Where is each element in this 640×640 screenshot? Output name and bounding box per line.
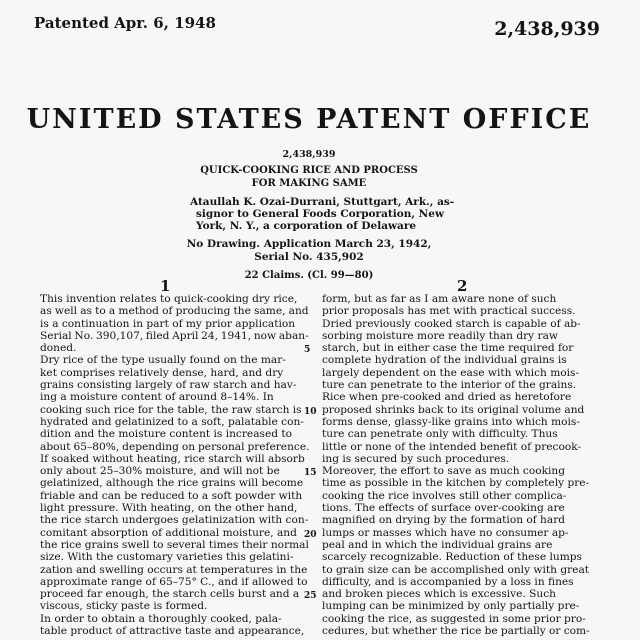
text-line: hydrated and gelatinized to a soft, palatable con- [40, 415, 304, 428]
text-line: doned. [40, 342, 77, 355]
application-line-2: Serial No. 435,902 [254, 251, 364, 263]
text-line: to grain size can be accomplished only with great [322, 563, 590, 576]
text-line: tions. The effects of surface over-cooking are [322, 502, 565, 515]
text-line: comitant absorption of additional moisture, and [40, 526, 297, 539]
text-line: ing is secured by such procedures. [322, 452, 510, 465]
text-line: ket comprises relatively dense, hard, and dry [40, 366, 284, 379]
text-line: Moreover, the effort to save as much cooking [322, 465, 565, 478]
text-line: In order to obtain a thoroughly cooked, pala- [40, 612, 282, 625]
text-line: magnified on drying by the formation of hard [322, 514, 566, 527]
text-line: forms dense, glassy-like grains into which mois- [322, 415, 580, 428]
inventor-line-1: Ataullah K. Ozai-Durrani, Stuttgart, Ark., as- [190, 196, 455, 208]
text-line: prior proposals has met with practical success. [322, 305, 576, 318]
inventor-line-2: signor to General Foods Corporation, New [196, 208, 444, 220]
text-line: cooking the rice involves still other complica- [322, 489, 567, 502]
patent-number: 2,438,939 [494, 18, 600, 40]
text-line: largely dependent on the ease with which mois- [322, 366, 580, 379]
line-number: 15 [304, 468, 317, 478]
text-line: proposed shrinks back to its original volume and [322, 403, 585, 416]
text-line: Serial No. 390,107, filed April 24, 1941, now aban- [40, 329, 309, 342]
text-line: sorbing moisture more readily than dry raw [322, 329, 558, 342]
patented-date: Patented Apr. 6, 1948 [34, 14, 216, 32]
right-column [322, 293, 590, 637]
text-line: ture can penetrate to the interior of the grains. [322, 379, 577, 392]
text-line: gelatinized, although the rice grains will become [40, 477, 304, 490]
text-line: the rice grains swell to several times their normal [40, 538, 309, 551]
text-line: ture can penetrate only with difficulty. Thus [322, 428, 558, 441]
text-line: viscous, sticky paste is formed. [40, 600, 208, 613]
application-line-1: No Drawing. Application March 23, 1942, [186, 238, 432, 250]
text-line: complete hydration of the individual grains is [322, 354, 567, 367]
text-line: If soaked without heating, rice starch will absorb [40, 452, 305, 465]
text-line: about 65–80%, depending on personal preference. [40, 440, 310, 453]
text-line: zation and swelling occurs at temperatures in the [40, 563, 308, 576]
text-line: This invention relates to quick-cooking dry rice, [40, 293, 298, 305]
column-number-1: 1 [160, 277, 171, 295]
text-line: grains consisting largely of raw starch and hav- [40, 379, 297, 392]
text-line: time as possible in the kitchen by completely pre- [322, 477, 590, 490]
text-line: Rice when pre-cooked and dried as heretofore [322, 391, 572, 404]
text-line: approximate range of 65–75° C., and if allowed to [40, 575, 308, 588]
text-line: peal and in which the individual grains are [322, 538, 553, 551]
line-number: 5 [304, 345, 311, 355]
text-line: dition and the moisture content is increased to [40, 428, 292, 441]
inventor-line-3: York, N. Y., a corporation of Delaware [196, 220, 417, 232]
text-line: starch, but in either case the time required for [322, 342, 574, 355]
office-heading: UNITED STATES PATENT OFFICE [26, 104, 592, 135]
text-line: scarcely recognizable. Reduction of these lumps [322, 551, 582, 564]
text-line: proceed far enough, the starch cells burst and a [40, 588, 300, 601]
text-line: is a continuation in part of my prior application [40, 317, 296, 330]
text-line: as well as to a method of producing the same, and [40, 305, 309, 318]
text-line: ing a moisture content of around 8–14%. In [40, 391, 274, 404]
text-line: difficulty, and is accompanied by a loss in fines [322, 575, 574, 588]
text-line: table product of attractive taste and appearance, [40, 625, 305, 638]
line-number: 20 [304, 530, 317, 540]
text-line: lumping can be minimized by only partially pre- [322, 600, 580, 613]
text-line: lumps or masses which have no consumer ap- [322, 526, 569, 539]
text-line: form, but as far as I am aware none of such [322, 293, 557, 305]
text-line: Dried previously cooked starch is capable of ab- [322, 317, 581, 330]
patent-number-small: 2,438,939 [282, 149, 336, 160]
text-line: cooking the rice, as suggested in some prior pro- [322, 612, 586, 625]
text-line: little or none of the intended benefit of precook- [322, 440, 582, 453]
left-column [40, 293, 309, 637]
text-line: light pressure. With heating, on the other hand, [40, 502, 298, 515]
text-line: friable and can be reduced to a soft powder with [40, 489, 303, 502]
claims-line: 22 Claims. (Cl. 99—80) [244, 270, 374, 281]
title-line-2: FOR MAKING SAME [251, 178, 367, 189]
text-line: cooking such rice for the table, the raw starch is [40, 403, 302, 416]
text-line: Dry rice of the type usually found on the mar- [40, 354, 286, 367]
line-number: 25 [304, 591, 317, 601]
text-line: cedures, but whether the rice be partially or com- [322, 625, 590, 638]
title-line-1: QUICK-COOKING RICE AND PROCESS [200, 165, 418, 176]
text-line: only about 25–30% moisture, and will not be [40, 465, 280, 478]
text-line: the rice starch undergoes gelatinization with con- [40, 514, 309, 527]
text-line: and broken pieces which is excessive. Such [322, 588, 556, 601]
line-number: 10 [304, 407, 317, 417]
column-number-2: 2 [457, 277, 468, 295]
text-line: size. With the customary varieties this gelatini- [40, 551, 294, 564]
